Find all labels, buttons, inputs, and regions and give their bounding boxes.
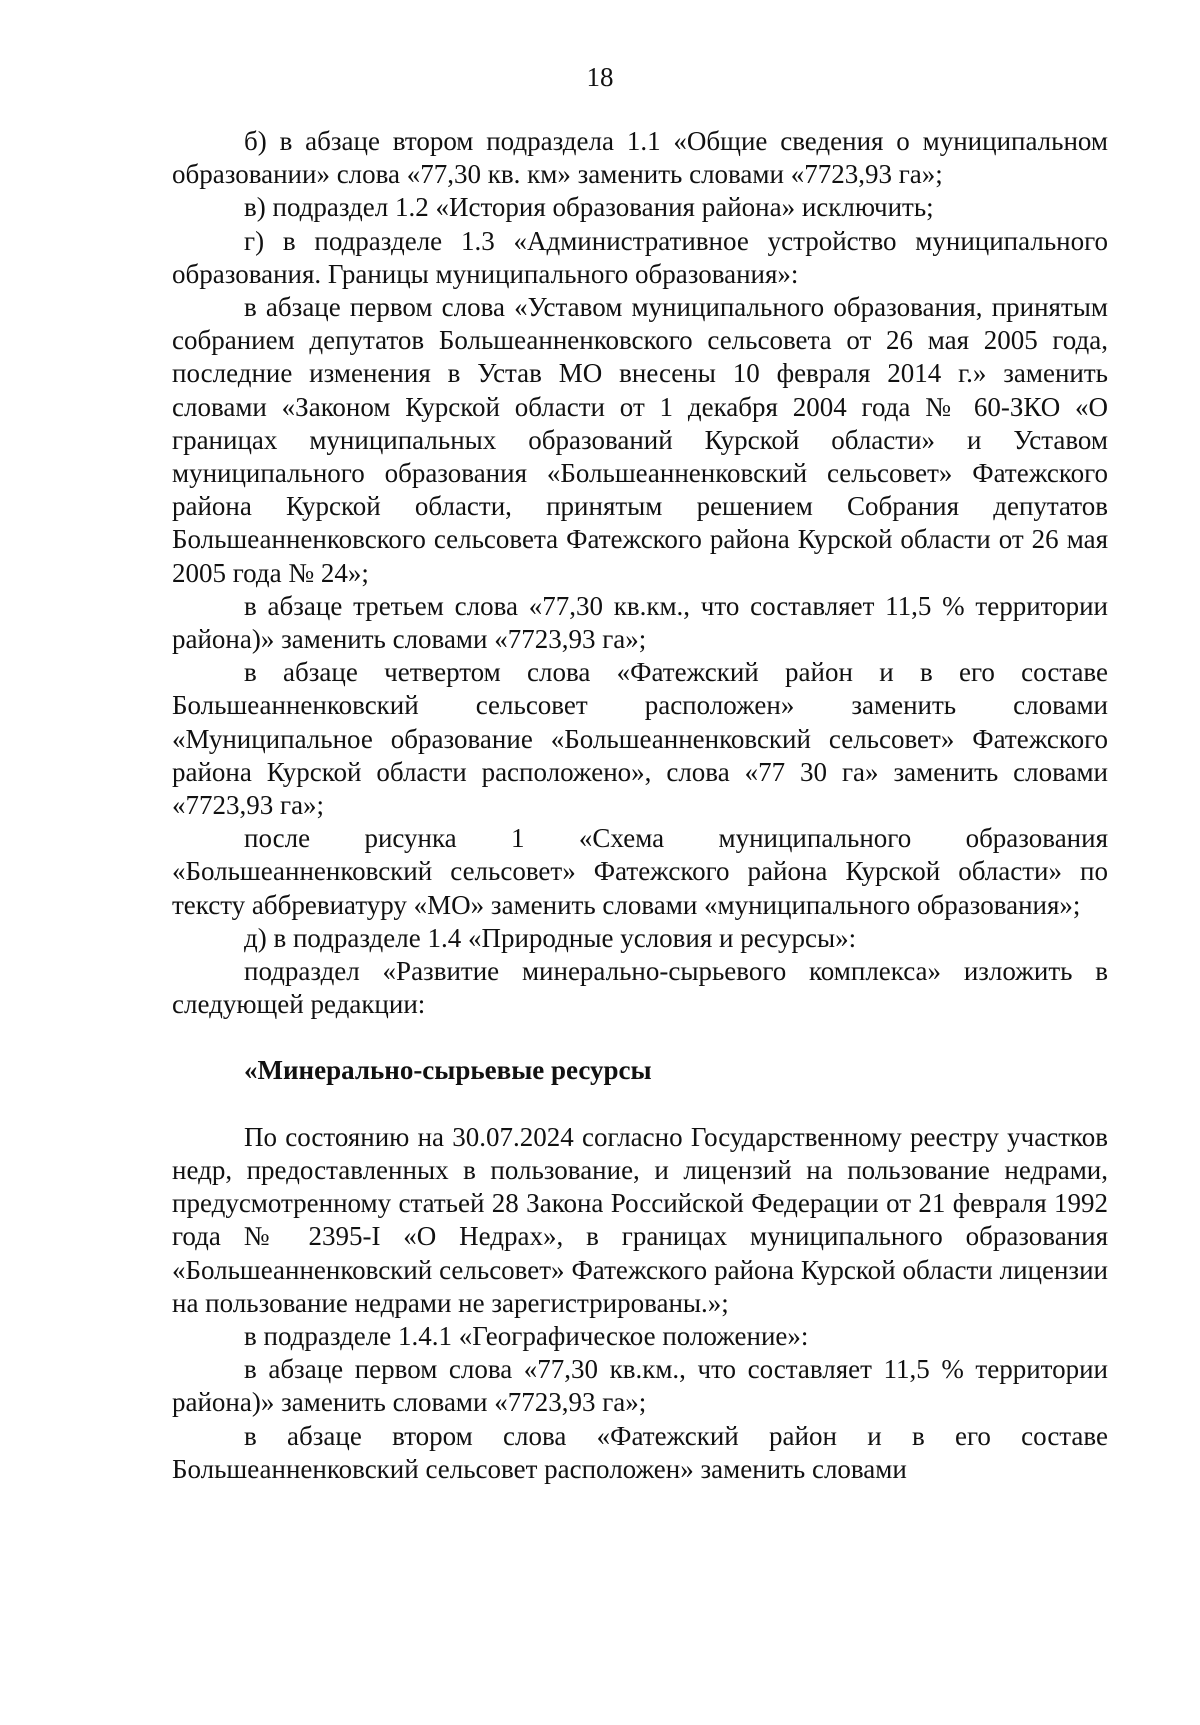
paragraph-141-first: в абзаце первом слова «77,30 кв.км., что составляет 11,5 % территории района)» заменить словами «7723,93 га»; bbox=[172, 1354, 1108, 1418]
paragraph-abzac-fourth: в абзаце четвертом слова «Фатежский район и в его составе Большеанненковский сельсовет расположен» заменить словами «Муниципальное образование «Большеанненковский сельсовет» Фатежского района Курской области расположено», слова «77 30 га» заменить словами «7723,93 га»; bbox=[172, 657, 1108, 821]
paragraph-141-second: в абзаце втором слова «Фатежский район и в его составе Большеанненковский сельсовет расположен» заменить словами bbox=[172, 1420, 1108, 1484]
page-number: 18 bbox=[586, 62, 614, 92]
paragraph-registry: По состоянию на 30.07.2024 согласно Государственному реестру участков недр, предоставленных в пользование, и лицензий на пользование недрами, предусмотренному статьей 28 Закона Российской Федерации от 21 февраля 1992 года № 2395-I «О Недрах», в границах муниципального образования «Большеанненковский сельсовет» Фатежского района Курской области лицензии на пользование недрами не зарегистрированы.»; bbox=[172, 1121, 1108, 1318]
paragraph-b: б) в абзаце втором подраздела 1.1 «Общие сведения о муниципальном образовании» слова «77,30 кв. км» заменить словами «7723,93 га»; bbox=[172, 126, 1108, 190]
paragraph-v: в) подраздел 1.2 «История образования района» исключить; bbox=[244, 192, 934, 223]
document-body bbox=[172, 125, 1108, 1486]
paragraph-abzac-first: в абзаце первом слова «Уставом муниципального образования, принятым собранием депутатов Большеанненковского сельсовета от 26 мая 2005 года, последние изменения в Устав МО внесены 10 февраля 2014 г.» заменить словами «Законом Курской области от 1 декабря 2004 года № 60-ЗКО «О границах муниципальных образований Курской области» и Уставом муниципального образования «Большеанненковский сельсовет» Фатежского района Курской области, принятым решением Собрания депутатов Большеанненковского сельсовета Фатежского района Курской области от 26 мая 2005 года № 24»; bbox=[172, 292, 1108, 588]
paragraph-after-figure: после рисунка 1 «Схема муниципального образования «Большеанненковский сельсовет» Фатежского района Курской области» по тексту аббревиатуру «МО» заменить словами «муниципального образования»; bbox=[172, 823, 1108, 920]
paragraph-abzac-third: в абзаце третьем слова «77,30 кв.км., что составляет 11,5 % территории района)» заменить словами «7723,93 га»; bbox=[172, 590, 1108, 655]
paragraph-subsection-141: в подразделе 1.4.1 «Географическое положение»: bbox=[244, 1320, 809, 1351]
paragraph-g: г) в подразделе 1.3 «Административное устройство муниципального образования. Границы муниципального образования»: bbox=[172, 225, 1108, 289]
paragraph-d: д) в подразделе 1.4 «Природные условия и ресурсы»: bbox=[244, 922, 857, 953]
section-heading: «Минерально-сырьевые ресурсы bbox=[244, 1055, 652, 1086]
paragraph-subsection: подраздел «Развитие минерально-сырьевого комплекса» изложить в следующей редакции: bbox=[172, 956, 1108, 1020]
